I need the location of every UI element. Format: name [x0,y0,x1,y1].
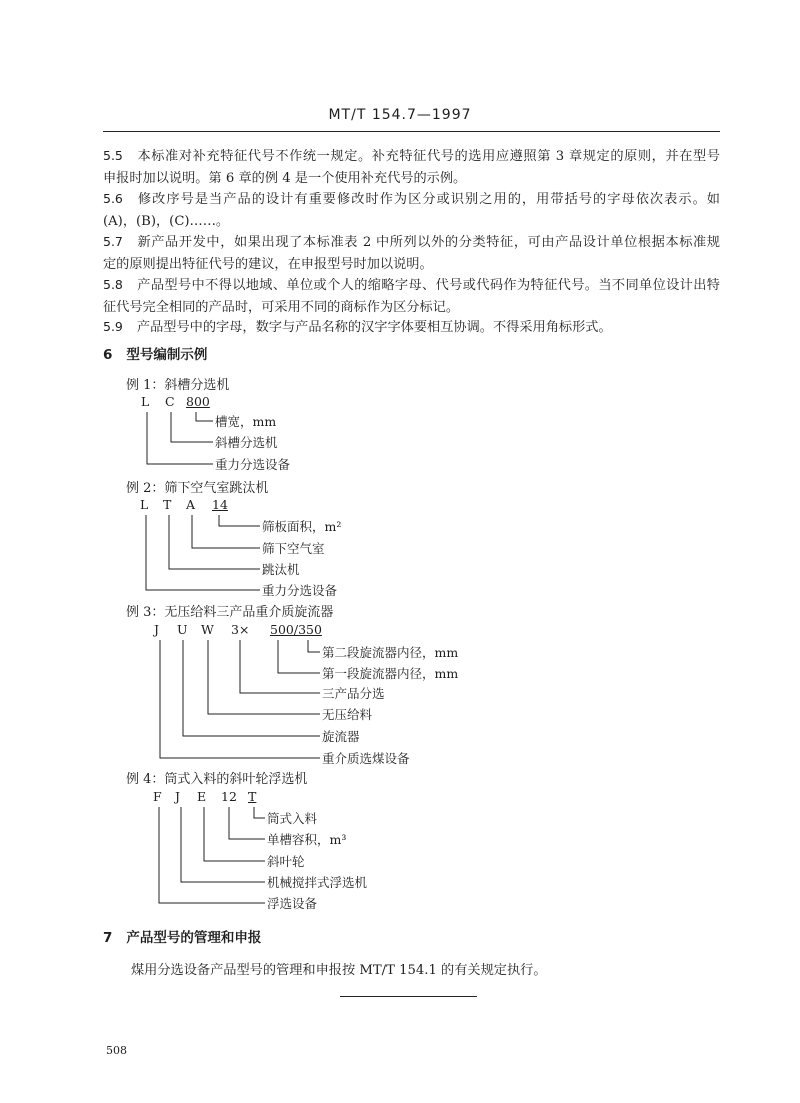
code-char: J [154,622,160,637]
clause-number: 5.5 [103,148,123,163]
bracket-line [204,807,265,861]
code-char: L [141,394,150,409]
code-label: 筛下空气室 [262,541,325,556]
bracket-line [169,515,260,569]
code-label: 重介质选煤设备 [322,751,410,766]
bracket-line [308,640,320,652]
code-label: 筛板面积，m² [262,519,342,534]
code-char: 800 [186,394,210,409]
code-char: W [201,622,214,637]
bracket-line [208,640,320,714]
end-rule [340,996,477,997]
code-char: 12 [221,789,237,804]
clause-text: 产品型号中不得以地域、单位或个人的缩略字母、代号或代码作为特征代号。当不同单位设计出特 [136,278,720,293]
bracket-line [183,640,320,736]
clause-number: 5.8 [103,277,123,292]
code-char: J [175,789,181,804]
code-label: 第二段旋流器内径，mm [322,645,459,660]
standard-number-header: MT/T 154.7—1997 [328,107,472,123]
section-number: 7 [103,930,113,946]
code-label: 机械搅拌式浮选机 [267,875,368,890]
bracket-line [196,412,213,421]
code-char: E [197,789,207,804]
clause-number: 5.7 [103,234,123,249]
code-label: 浮选设备 [267,896,318,911]
clause-text: (A)，(B)，(C)……。 [103,214,230,229]
code-label: 旋流器 [322,729,360,744]
code-char: L [140,497,149,512]
code-char: T [248,789,257,804]
section-7-text: 煤用分选设备产品型号的管理和申报按 MT/T 154.1 的有关规定执行。 [131,963,547,978]
bracket-line [181,807,265,882]
clause-text: 申报时加以说明。第 6 章的例 4 是一个使用补充代号的示例。 [103,171,467,186]
bracket-line [147,412,213,464]
clause-text: 修改序号是当产品的设计有重要修改时作为区分或识别之用的，用带括号的字母依次表示。如 [136,192,720,207]
clause-text: 产品型号中的字母，数字与产品名称的汉字字体要相互协调。不得采用角标形式。 [136,320,612,335]
page-number: 508 [106,1044,127,1057]
code-label: 斜叶轮 [267,854,305,869]
clause-text: 本标准对补充特征代号不作统一规定。补充特征代号的选用应遵照第 3 章规定的原则，并在型号 [136,149,720,164]
example-3-title: 例 3：无压给料三产品重介质旋流器 [126,605,334,620]
example-2-title: 例 2：筛下空气室跳汰机 [126,481,269,496]
example-4-title: 例 4：筒式入料的斜叶轮浮选机 [126,772,308,787]
code-label: 单槽容积，m³ [267,832,347,847]
bracket-line [192,515,260,548]
code-label: 重力分选设备 [215,457,291,472]
code-label: 跳汰机 [262,562,300,577]
section-7-heading [103,926,261,946]
code-label: 第一段旋流器内径，mm [322,666,459,681]
clause-text: 新产品开发中，如果出现了本标准表 2 中所列以外的分类特征，可由产品设计单位根据本标准规 [136,235,720,250]
section-title: 产品型号的管理和申报 [126,930,262,946]
code-char: T [163,497,172,512]
example-1-title: 例 1：斜槽分选机 [126,378,230,393]
bracket-line [219,515,260,526]
code-label: 筒式入料 [267,811,318,826]
section-number: 6 [103,347,113,363]
code-label: 重力分选设备 [262,583,338,598]
code-char: 3× [231,622,250,637]
bracket-line [254,807,265,818]
code-label: 无压给料 [322,707,373,722]
code-char: 14 [212,497,228,512]
bracket-line [159,807,265,903]
bracket-line [229,807,265,839]
bracket-line [278,640,320,673]
code-label: 槽宽，mm [215,414,277,429]
code-char: U [177,622,188,637]
code-char: A [186,497,196,512]
code-label: 斜槽分选机 [215,435,278,450]
clause-text: 定的原则提出特征代号的建议，在申报型号时加以说明。 [103,257,433,272]
code-label: 三产品分选 [322,686,385,701]
section-title: 型号编制示例 [126,347,208,363]
clause-number: 5.9 [103,319,123,334]
bracket-line [171,412,213,442]
clause-number: 5.6 [103,191,123,206]
code-char: C [165,394,175,409]
code-char: F [153,789,162,804]
clause-text: 征代号完全相同的产品时，可采用不同的商标作为区分标记。 [103,300,460,315]
code-char: 500/350 [270,622,322,637]
